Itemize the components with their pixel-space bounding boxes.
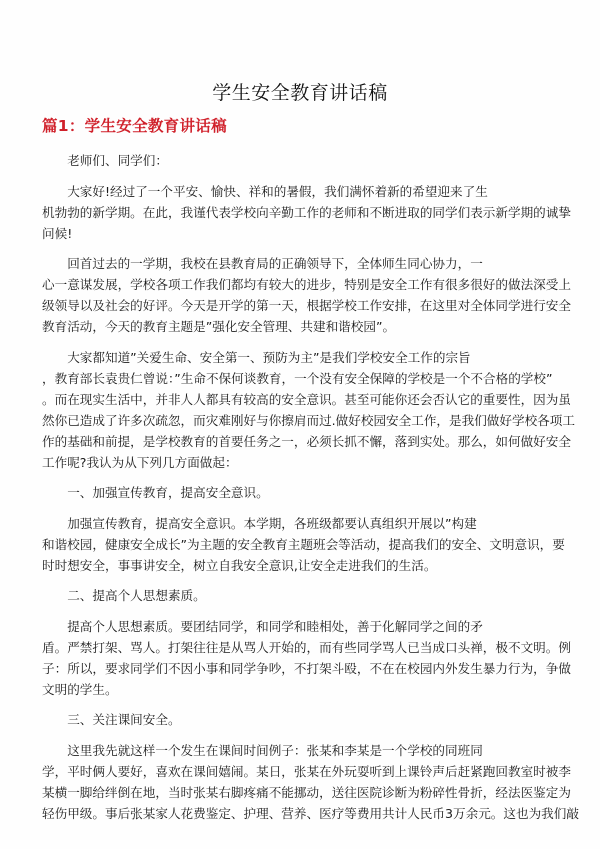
paragraph xyxy=(42,181,571,244)
text-line: 文明的学生。 xyxy=(42,681,118,697)
text-line: 机勃勃的新学期。在此，我谨代表学校向辛勤工作的老师和不断进取的同学们表示新学期的诚挚 xyxy=(42,204,571,220)
paragraph xyxy=(42,616,571,700)
text-line: 。而在现实生活中，并非人人都具有较高的安全意识。甚至可能你还会否认它的重要性，因为虽 xyxy=(42,391,571,407)
text-line: 子：所以，要求同学们不因小事和同学争吵，不打架斗殴，不在在校园内外发生暴力行为，争做 xyxy=(42,660,571,676)
text-line: 二、提高个人思想素质。 xyxy=(67,588,206,603)
section-title: 篇1：学生安全教育讲话稿 xyxy=(42,117,227,135)
paragraph xyxy=(42,150,560,171)
text-line: 教育活动，今天的教育主题是”强化安全管理、共建和谐校园”。 xyxy=(42,319,396,334)
text-line: 老师们、同学们： xyxy=(67,153,168,168)
paragraph xyxy=(42,585,560,606)
paragraph xyxy=(42,709,560,730)
text-line: 大家好!经过了一个平安、愉快、祥和的暑假，我们满怀着新的希望迎来了生 xyxy=(67,183,488,199)
paragraph xyxy=(42,482,560,503)
paragraph xyxy=(42,513,565,576)
text-line: 提高个人思想素质。要团结同学，和同学和睦相处，善于化解同学之间的矛 xyxy=(67,618,483,634)
paragraph xyxy=(42,740,579,824)
text-line: ，教育部长袁贵仁曾说：”生命不保何谈教育，一个没有安全保障的学校是一个不合格的学校” xyxy=(42,370,553,386)
text-line: 级领导以及社会的好评。今天是开学的第一天，根据学校工作安排，在这里对全体同学进行安全 xyxy=(42,298,571,313)
text-line: 大家都知道”关爱生命、安全第一、预防为主”是我们学校安全工作的宗旨 xyxy=(67,349,471,365)
text-line: 一、加强宣传教育，提高安全意识。 xyxy=(67,485,269,500)
text-line: 某横一脚给绊倒在地，当时张某右脚疼痛不能挪动，送往医院诊断为粉碎性骨折，经法医鉴定为 xyxy=(42,784,571,800)
text-line: 轻伤甲级。事后张某家人花费鉴定、护理、营养、医疗等费用共计人民币3万余元。这也为我们敲 xyxy=(42,805,579,821)
paragraph xyxy=(42,347,575,473)
text-line: 然你已造成了许多次疏忽，而灾难刚好与你擦肩而过.做好校园安全工作，是我们做好学校各项工 xyxy=(42,412,575,428)
paragraph xyxy=(42,253,571,337)
text-line: 回首过去的一学期，我校在县教育局的正确领导下，全体师生同心协力，一 xyxy=(67,256,483,271)
text-line: 学，平时俩人要好，喜欢在课间嬉闹。某日，张某在外玩耍听到上课铃声后赶紧跑回教室时被李 xyxy=(42,763,571,779)
document-body xyxy=(42,150,579,833)
text-line: 盾。严禁打架、骂人。打架往往是从骂人开始的，而有些同学骂人已当成口头禅，极不文明。例 xyxy=(42,639,571,655)
text-line: 时时想安全，事事讲安全，树立自我安全意识,让安全走进我们的生活。 xyxy=(42,557,437,573)
text-line: 心一意谋发展，学校各项工作我们都均有较大的进步，特别是安全工作有很多很好的做法深受上 xyxy=(42,277,571,292)
text-line: 和谐校园，健康安全成长”为主题的安全教育主题班会等活动，提高我们的安全、文明意识，要 xyxy=(42,536,565,552)
text-line: 作的基础和前提，是学校教育的首要任务之一，必须长抓不懈，落到实处。那么，如何做好安全 xyxy=(42,433,571,449)
text-line: 问候! xyxy=(42,225,73,241)
text-line: 加强宣传教育，提高安全意识。本学期，各班级都要认真组织开展以”构建 xyxy=(67,515,477,531)
document-title: 学生安全教育讲话稿 xyxy=(212,82,388,104)
text-line: 这里我先就这样一个发生在课间时间例子：张某和李某是一个学校的同班同 xyxy=(67,742,483,758)
text-line: 工作呢?我认为从下列几方面做起： xyxy=(42,454,238,470)
text-line: 三、关注课间安全。 xyxy=(67,712,181,727)
